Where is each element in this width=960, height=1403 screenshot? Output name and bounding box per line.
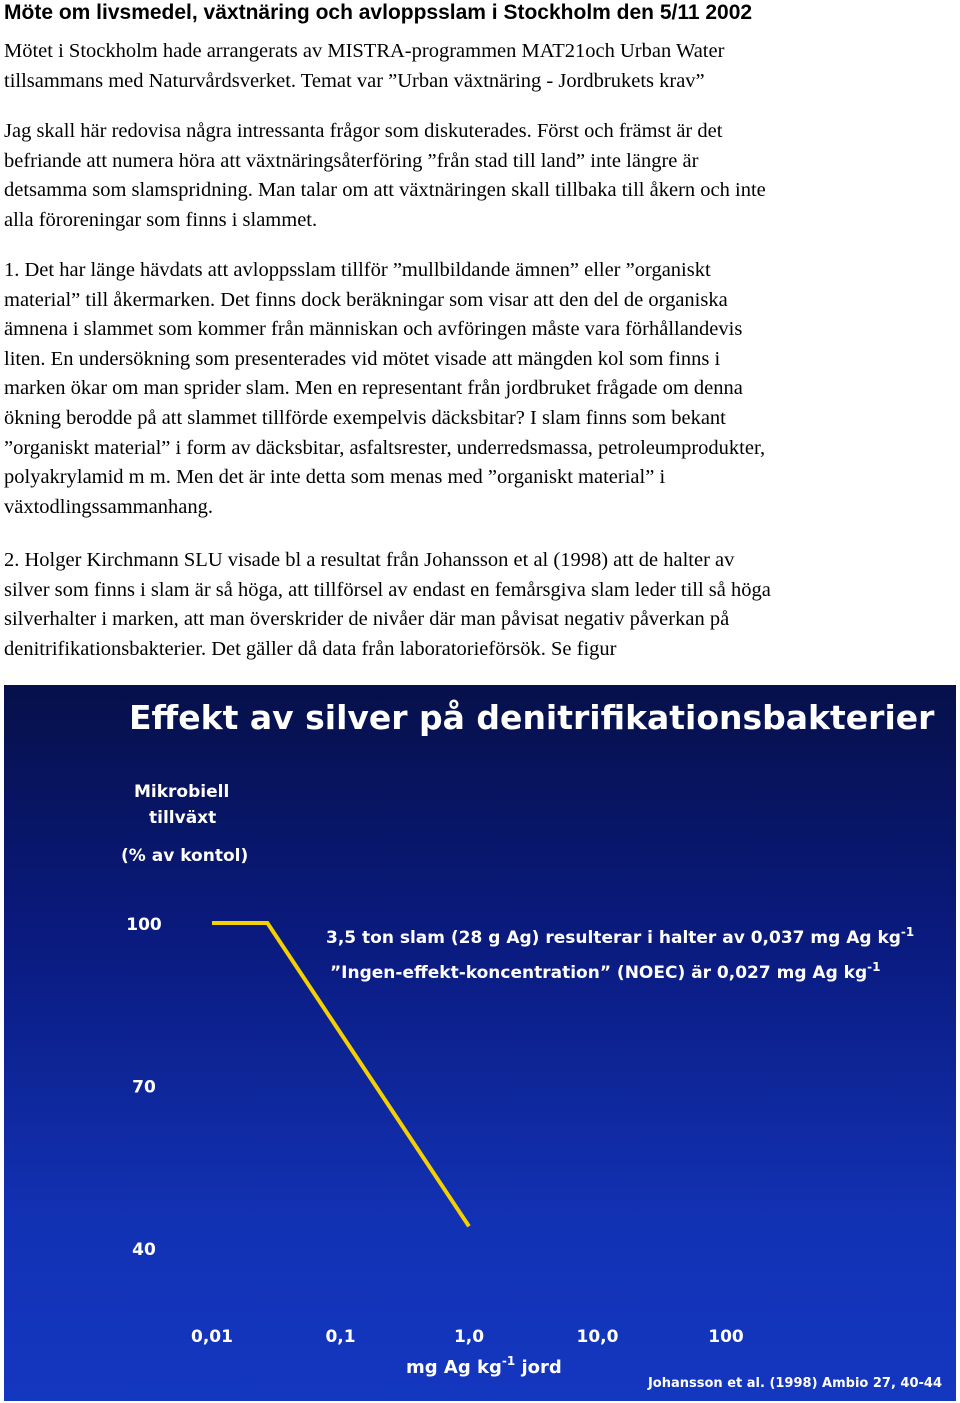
text-line: silver som finns i slam är så höga, att tillförsel av endast en femårsgiva slam leder till så höga (4, 578, 771, 601)
text-line: material” till åkermarken. Det finns dock beräkningar som visar att den del de organiska (4, 288, 728, 311)
silver-effect-chart (4, 685, 956, 1401)
text-line: denitrifikationsbakterier. Det gäller då data från laboratorieförsök. Se figur (4, 637, 617, 660)
annotation-slam-dose-superscript: -1 (900, 925, 915, 939)
chart-title: Effekt av silver på denitrifikationsbakterier (129, 698, 935, 737)
text-line: Jag skall här redovisa några intressanta frågor som diskuterades. Först och främst är det (4, 120, 723, 142)
text-line: alla föroreningar som finns i slammet. (4, 208, 318, 231)
document-title: Möte om livsmedel, växtnäring och avloppsslam i Stockholm den 5/11 2002 (4, 1, 753, 24)
y-axis-label-line-3: (% av kontol) (121, 846, 249, 866)
text-line: befriande att numera höra att växtnäringsåterföring ”från stad till land” inte längre är (4, 149, 699, 172)
y-tick-label: 70 (132, 1077, 156, 1098)
chart-source-citation: Johansson et al. (1998) Ambio 27, 40-44 (647, 1376, 942, 1391)
paragraph-discussion (4, 117, 954, 235)
x-tick-label: 10,0 (576, 1327, 619, 1347)
text-line: ”organiskt material” i form av däcksbitar, asfaltsrester, underredsmassa, petroleumprodukter, (4, 436, 766, 459)
y-tick-label: 100 (126, 915, 162, 935)
annotation-slam-dose (326, 925, 914, 948)
text-line: 1. Det har länge hävdats att avloppsslam tillför ”mullbildande ämnen” eller ”organiskt (4, 259, 711, 281)
text-line: detsamma som slamspridning. Man talar om att växtnäringen skall tillbaka till åkern och inte (4, 179, 766, 202)
text-line: marken ökar om man sprider slam. Men en representant från jordbruket frågade om denna (4, 377, 743, 400)
text-line: silverhalter i marken, att man överskrider de nivåer där man påvisat negativ påverkan på (4, 608, 730, 631)
chart-canvas (4, 685, 956, 1401)
text-line: liten. En undersökning som presenterades vid mötet visade att mängden kol som finns i (4, 347, 721, 370)
annotation-noec-superscript: -1 (867, 960, 881, 974)
x-axis-ticks (191, 1327, 744, 1347)
annotation-noec-text: ”Ingen-effekt-koncentration” (NOEC) är 0,027 mg Ag kg (330, 963, 868, 983)
x-axis-label-text: mg Ag kg (406, 1357, 502, 1378)
paragraph-point-1 (4, 256, 954, 522)
text-line: tillsammans med Naturvårdsverket. Temat var ”Urban växtnäring - Jordbrukets krav” (4, 69, 705, 92)
x-axis-label-superscript: -1 (501, 1354, 516, 1368)
x-tick-label: 1,0 (453, 1327, 485, 1347)
x-tick-label: 0,01 (191, 1327, 233, 1347)
x-axis-label (406, 1354, 562, 1378)
y-axis-ticks (126, 915, 162, 1260)
x-tick-label: 100 (708, 1327, 744, 1347)
text-line: ökning berodde på att slammet tillförde exempelvis däcksbitar? I slam finns som bekant (4, 406, 726, 429)
x-axis-label-unit: jord (515, 1357, 562, 1378)
annotation-noec (330, 960, 880, 983)
text-line: polyakrylamid m m. Men det är inte detta som menas med ”organiskt material” i (4, 466, 666, 489)
text-line: växtodlingssammanhang. (4, 495, 213, 518)
y-tick-label: 40 (132, 1240, 156, 1260)
x-tick-label: 0,1 (325, 1327, 356, 1347)
annotation-slam-dose-text: 3,5 ton slam (28 g Ag) resulterar i halter av 0,037 mg Ag kg (326, 928, 901, 948)
paragraph-point-2 (4, 546, 954, 664)
text-line: Mötet i Stockholm hade arrangerats av MISTRA-programmen MAT21och Urban Water (4, 40, 725, 62)
text-line: 2. Holger Kirchmann SLU visade bl a resultat från Johansson et al (1998) att de halter av (4, 549, 735, 571)
y-axis-label-line-2: tillväxt (149, 808, 217, 828)
y-axis-label-line-1: Mikrobiell (134, 782, 230, 802)
intro-paragraph (4, 37, 954, 96)
text-line: ämnena i slammet som kommer från människan och avföringen måste vara förhållandevis (4, 318, 743, 341)
